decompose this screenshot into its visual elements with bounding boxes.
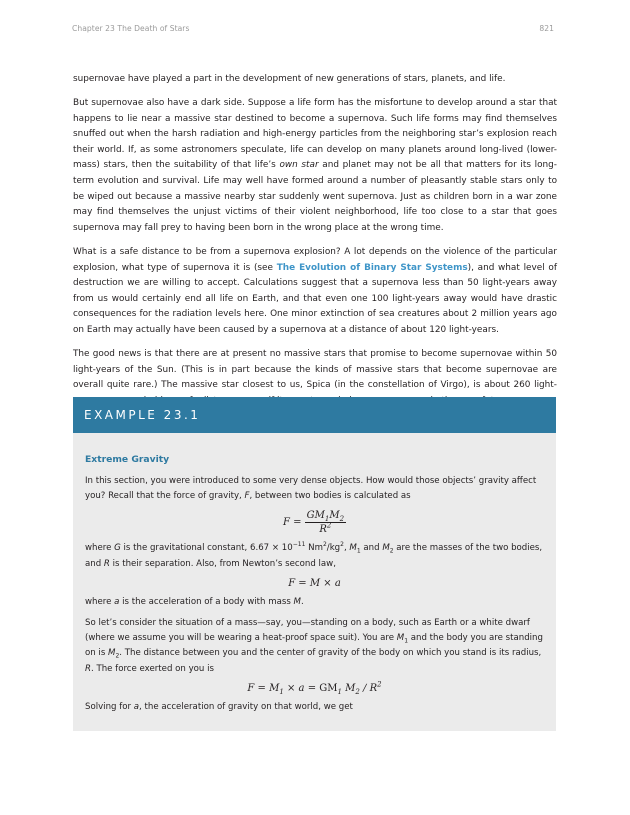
example-paragraph-2: where G is the gravitational constant, $6.67 \times 10^{-11}$ $Nm^2/kg^2$, $M_1$ and $M_2$ are the masses of the two bodies, and R is their separation. Also, from Newton’s second law, <box>85 541 543 569</box>
paragraph-2: But supernovae also have a dark side. Suppose a life form has the misfortune to develop around a star that happens to lie near a massive star destined to become a supernova. Such life forms may find themselves snuffed out when the harsh radiation and high-energy particles from the neighboring star’s explosion reach their world. If, as some astronomers speculate, life can develop on many planets around long-lived (lower-mass) stars, then the suitability of that life’s own star and planet may not be all that matters for its long-term evolution and survival. Life may well have formed around a number of pleasantly stable stars only to be wiped out because a massive nearby star suddenly went supernova. Just as children born in a war zone may find themselves the unjust victims of their violent neighborhood, life too close to a star that goes supernova may fall prey to having been born in the wrong place at the wrong time. <box>73 98 557 233</box>
example-paragraph-3: where a is the acceleration of a body with mass M. <box>85 596 304 607</box>
example-paragraph-5: Solving for a, the acceleration of gravity on that world, we get <box>85 701 353 712</box>
paragraph-4: The good news is that there are at present no massive stars that promise to become supernovae within 50 light-years of the Sun. (This is in part because the kinds of massive stars that become supernovae are overall quite rare.) The massive star closest to us, Spica (in the constellation of Virgo), is about 260 light- <box>73 349 557 391</box>
paragraph-3: What is a safe distance to be from a supernova explosion? A lot depends on the violence of the particular explosion, what type of supernova it is (see The Evolution of Binary Star Systems), and what level of destruction we are willing to accept. Calculations suggest that a supernova less than 50 light-years away from us would certainly end all life on Earth, and that even one 100 light-years away would have drastic consequences for the radiation levels here. One minor extinction of sea creatures about 2 million years ago on Earth may actually have been caused by a supernova at a distance of about 120 light-years. <box>73 246 557 335</box>
fraction: $\frac{GM_1M_2}{R^2}$ <box>306 510 345 536</box>
body-text <box>73 72 557 418</box>
binary-star-systems-link[interactable]: The Evolution of Binary Star Systems <box>276 262 468 273</box>
equation-force: $F = M_1 \times a = GM_1$ $M_2$ ∕ $R^2$ <box>247 680 382 696</box>
page-number: 821 <box>539 24 554 33</box>
chapter-title: Chapter 23 The Death of Stars <box>72 24 190 33</box>
example-label: EXAMPLE 23.1 <box>73 397 556 433</box>
example-title: Extreme Gravity <box>85 454 170 465</box>
equation-newton: F = M × a <box>288 577 341 589</box>
paragraph-1: supernovae have played a part in the development of new generations of stars, planets, and life. <box>73 74 506 84</box>
emphasis: own star <box>279 160 319 171</box>
equation-gravity: F = $\frac{GM_1M_2}{R^2}$ <box>282 510 345 536</box>
example-body <box>73 433 556 715</box>
example-paragraph-4: So let’s consider the situation of a mass—say, you—standing on a body, such as Earth or a white dwarf (where we assume you will be wearing a heat-proof space suit). You are $M_1$ and the body you are standing on is $M_2$. The distance between you and the center of gravity of the body on which you stand is its radius, R. The force exerted on you is <box>85 618 543 674</box>
example-box <box>73 397 556 731</box>
page-header <box>72 24 554 38</box>
example-paragraph-1: In this section, you were introduced to some very dense objects. How would those objects’ gravity affect you? Recall that the force of gravity, F, between two bodies is calculated as <box>85 476 537 502</box>
